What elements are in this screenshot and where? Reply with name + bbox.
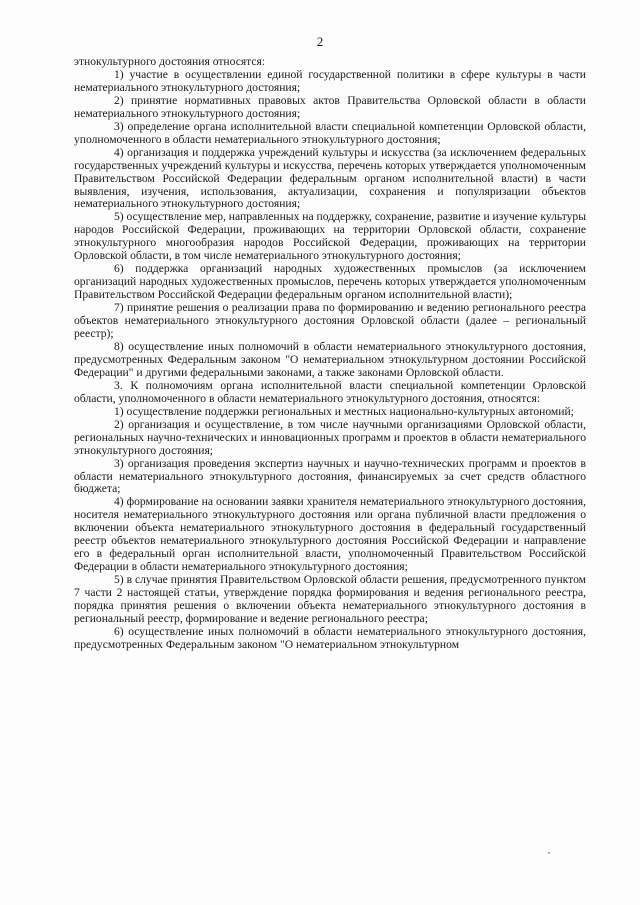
paragraph: этнокультурного достояния относятся:	[74, 55, 266, 68]
list-item: 4) формирование на основании заявки хранителя нематериального этнокультурного достояния, носителя нематериального этнокультурного достояния или органа публичной власти предложения о включении объекта нематериального этнокультурного достояния в федеральный государственный реестр объектов нематериального этнокультурного достояния Российской Федерации и направление его в федеральный орган исполнительной власти, уполномоченный Правительством Российской Федерации в области нематериального этнокультурного достояния;	[74, 495, 586, 574]
list-item: 1) осуществление поддержки региональных и местных национально-культурных автономий;	[114, 404, 574, 418]
list-item: 7) принятие решения о реализации права по формированию и ведению регионального реестра объектов нематериального этнокультурного достояния Орловской области (далее – региональный реестр);	[74, 301, 586, 341]
section-paragraph: 3. К полномочиям органа исполнительной власти специальной компетенции Орловской области, уполномоченного в области нематериального этнокультурного достояния, относятся:	[74, 378, 586, 405]
scan-speck	[548, 852, 550, 854]
list-item: 6) осуществление иных полномочий в области нематериального этнокультурного достояния, предусмотренных Федеральным законом "О нематериальном этнокультурном	[74, 624, 586, 651]
list-item: 2) организация и осуществление, в том числе научными организациями Орловской области, региональных научно-технических и инновационных программ и проектов в области нематериального этнокультурного достояния;	[74, 417, 586, 457]
list-item: 6) поддержка организаций народных художественных промыслов (за исключением организаций народных художественных промыслов, перечень которых утверждается уполномоченным Правительством Российской Федерации федеральным органом исполнительной власти);	[74, 262, 586, 302]
list-item: 3) организация проведения экспертиз научных и научно-технических программ и проектов в области нематериального этнокультурного достояния, финансируемых за счет средств областного бюджета;	[74, 456, 586, 496]
list-item: 4) организация и поддержка учреждений культуры и искусства (за исключением федеральных государственных учреждений культуры и искусства, перечень которых утверждается уполномоченным Правительством Российской Федерации федеральным органом исполнительной власти) в части выявления, изучения, использования, актуализации, сохранения и популяризации объектов нематериального этнокультурного достояния;	[74, 145, 586, 211]
list-item: 5) в случае принятия Правительством Орловской области решения, предусмотренного пунктом 7 части 2 настоящей статьи, утверждение порядка формирования и ведения регионального реестра, порядка принятия решения о включении объекта нематериального этнокультурного достояния в региональный реестр, формирование и ведение регионального реестра;	[74, 573, 586, 625]
list-item: 1) участие в осуществлении единой государственной политики в сфере культуры в части нематериального этнокультурного достояния;	[74, 67, 586, 94]
list-item: 8) осуществление иных полномочий в области нематериального этнокультурного достояния, предусмотренных Федеральным законом "О нематериальном этнокультурном достоянии Российской Федерации" и другими федеральными законами, а также законами Орловской области.	[74, 339, 586, 379]
page-number: 2	[316, 34, 324, 49]
list-item: 2) принятие нормативных правовых актов Правительства Орловской области в области нематериального этнокультурного достояния;	[74, 93, 586, 120]
list-item: 3) определение органа исполнительной власти специальной компетенции Орловской области, уполномоченного в области нематериального этнокультурного достояния;	[74, 119, 586, 146]
document-body	[74, 56, 586, 652]
list-item: 5) осуществление мер, направленных на поддержку, сохранение, развитие и изучение культуры народов Российской Федерации, проживающих на территории Орловской области, сохранение этнокультурного многообразия народов Российской Федерации, проживающих на территории Орловской области, в том числе нематериального этнокультурного достояния;	[74, 210, 587, 263]
